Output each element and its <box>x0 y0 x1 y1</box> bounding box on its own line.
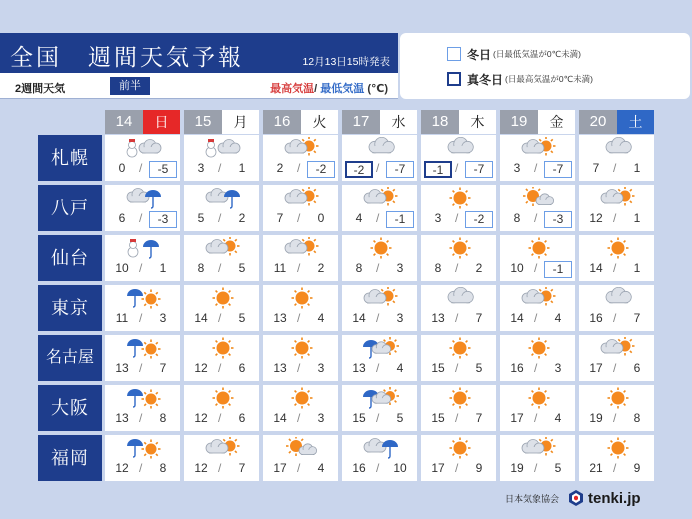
forecast-cell <box>105 435 180 481</box>
cloud-sun-weather-icon <box>520 287 558 309</box>
temp-separator: / <box>218 461 222 475</box>
low-temp: 6 <box>633 361 641 375</box>
forecast-cell <box>500 235 575 281</box>
low-temp: -7 <box>386 161 414 178</box>
low-temp: -7 <box>544 161 572 178</box>
low-temp: 2 <box>475 261 483 275</box>
forecast-cell <box>263 335 338 381</box>
forecast-cell <box>184 135 259 181</box>
temp-separator: / <box>297 211 301 225</box>
high-temp: 8 <box>434 261 442 275</box>
cloud-rain-weather-icon <box>362 437 400 459</box>
temp-separator: / <box>455 261 459 275</box>
temp-separator: / <box>139 261 143 275</box>
temp-separator: / <box>613 261 617 275</box>
rain-cloud-sun-weather-icon <box>362 387 400 409</box>
sun-weather-icon <box>599 387 637 409</box>
temp-separator: / <box>376 261 380 275</box>
forecast-cell <box>421 285 496 331</box>
low-temp: 7 <box>633 311 641 325</box>
forecast-cell <box>342 285 417 331</box>
high-temp: 15 <box>431 411 445 425</box>
high-temp: 6 <box>118 211 126 225</box>
day-date: 16 <box>263 110 301 134</box>
high-temp: 2 <box>276 161 284 175</box>
high-temp: 0 <box>118 161 126 175</box>
low-temp: 1 <box>633 261 641 275</box>
forecast-cell <box>184 435 259 481</box>
temp-separator: / <box>139 461 143 475</box>
cloud-sun-weather-icon <box>204 237 242 259</box>
forecast-cell <box>500 435 575 481</box>
high-temp: -2 <box>345 161 373 178</box>
forecast-cell <box>263 185 338 231</box>
low-temp: 5 <box>554 461 562 475</box>
low-temp: 5 <box>475 361 483 375</box>
low-temp: 5 <box>238 261 246 275</box>
high-temp: 14 <box>273 411 287 425</box>
mafuyubi-swatch <box>447 72 461 86</box>
low-temp: 1 <box>159 261 167 275</box>
cloud-sun-weather-icon <box>362 287 400 309</box>
cloud-sun-weather-icon <box>599 187 637 209</box>
day-weekday: 火 <box>301 110 338 134</box>
forecast-cell <box>105 335 180 381</box>
high-temp: 13 <box>273 311 287 325</box>
temp-separator: / <box>534 311 538 325</box>
forecast-cell <box>579 335 654 381</box>
day-header <box>263 110 338 134</box>
snow-cloud-weather-icon <box>125 137 163 159</box>
day-date: 15 <box>184 110 222 134</box>
low-temp: 7 <box>238 461 246 475</box>
page-title: 全国 週間天気予報 <box>10 44 244 70</box>
high-temp: 12 <box>589 211 603 225</box>
cloud-sun-weather-icon <box>520 437 558 459</box>
rain-sun-weather-icon <box>125 337 163 359</box>
low-temp: 5 <box>238 311 246 325</box>
forecast-cell <box>421 185 496 231</box>
low-temp: 6 <box>238 361 246 375</box>
temp-separator: / <box>297 261 301 275</box>
high-temp: 3 <box>434 211 442 225</box>
temp-separator: / <box>534 411 538 425</box>
temp-separator: / <box>139 211 143 225</box>
high-temp: 7 <box>592 161 600 175</box>
legend-fuyubi <box>447 45 581 63</box>
city-label: 大阪 <box>38 385 102 431</box>
city-label: 福岡 <box>38 435 102 481</box>
forecast-cell <box>105 285 180 331</box>
cold-day-legend <box>400 33 690 99</box>
forecast-cell <box>263 235 338 281</box>
forecast-cell <box>500 385 575 431</box>
low-temp: 10 <box>393 461 407 475</box>
sun-weather-icon <box>441 437 479 459</box>
temp-separator: / <box>613 411 617 425</box>
rain-sun-weather-icon <box>125 287 163 309</box>
forecast-cell <box>184 235 259 281</box>
high-temp: 11 <box>115 311 129 325</box>
high-temp: -1 <box>424 161 452 178</box>
forecast-cell <box>263 135 338 181</box>
temp-separator: / <box>455 311 459 325</box>
temp-separator: / <box>534 361 538 375</box>
low-temp: -1 <box>386 211 414 228</box>
low-temp: 4 <box>396 361 404 375</box>
temp-separator: / <box>534 261 538 275</box>
temp-separator: / <box>455 411 459 425</box>
temp-separator: / <box>218 311 222 325</box>
day-date: 20 <box>579 110 617 134</box>
forecast-cell <box>421 235 496 281</box>
forecast-cell <box>342 385 417 431</box>
forecast-cell <box>184 185 259 231</box>
low-temp: 7 <box>475 311 483 325</box>
legend-low: 最低気温 <box>320 83 365 95</box>
cloud-rain-weather-icon <box>125 187 163 209</box>
temp-separator: / <box>297 461 301 475</box>
sun-weather-icon <box>204 287 242 309</box>
temp-separator: / <box>376 211 380 225</box>
sun-weather-icon <box>441 337 479 359</box>
forecast-cell <box>579 435 654 481</box>
day-weekday: 日 <box>143 110 180 134</box>
day-header <box>421 110 496 134</box>
sun-weather-icon <box>441 187 479 209</box>
sun-cloud-weather-icon <box>283 437 321 459</box>
day-weekday: 月 <box>222 110 259 134</box>
temp-separator: / <box>218 161 222 175</box>
temp-separator: / <box>218 361 222 375</box>
sun-weather-icon <box>599 437 637 459</box>
snow-cloud-weather-icon <box>204 137 242 159</box>
temp-separator: / <box>218 211 222 225</box>
sun-weather-icon <box>204 337 242 359</box>
forecast-cell <box>342 335 417 381</box>
cloud-sun-weather-icon <box>283 237 321 259</box>
cloud-sun-weather-icon <box>599 337 637 359</box>
sun-weather-icon <box>283 337 321 359</box>
forecast-cell <box>421 435 496 481</box>
header-bar <box>0 33 398 73</box>
sun-weather-icon <box>520 387 558 409</box>
temp-separator: / <box>218 261 222 275</box>
temp-separator: / <box>297 311 301 325</box>
low-temp: 4 <box>554 411 562 425</box>
temp-separator: / <box>218 411 222 425</box>
cloud-weather-icon <box>441 287 479 309</box>
low-temp: 2 <box>238 211 246 225</box>
mafuyubi-note: (日最高気温が0℃未満) <box>505 74 593 84</box>
temp-separator: / <box>613 311 617 325</box>
forecast-cell <box>579 135 654 181</box>
low-temp: 7 <box>159 361 167 375</box>
high-temp: 13 <box>115 411 129 425</box>
high-temp: 14 <box>352 311 366 325</box>
low-temp: -2 <box>465 211 493 228</box>
low-temp: 3 <box>396 261 404 275</box>
low-temp: 6 <box>238 411 246 425</box>
rain-sun-weather-icon <box>125 387 163 409</box>
low-temp: 5 <box>396 411 404 425</box>
high-temp: 13 <box>115 361 129 375</box>
day-date: 19 <box>500 110 538 134</box>
low-temp: 1 <box>633 161 641 175</box>
forecast-cell <box>105 185 180 231</box>
sun-weather-icon <box>520 237 558 259</box>
high-temp: 16 <box>589 311 603 325</box>
high-temp: 14 <box>510 311 524 325</box>
low-temp: 0 <box>317 211 325 225</box>
cloud-sun-weather-icon <box>520 137 558 159</box>
forecast-cell <box>184 335 259 381</box>
rain-cloud-sun-weather-icon <box>362 337 400 359</box>
day-header <box>105 110 180 134</box>
forecast-cell <box>579 185 654 231</box>
low-temp: 3 <box>317 411 325 425</box>
forecast-cell <box>263 285 338 331</box>
forecast-cell <box>184 385 259 431</box>
subtitle: 2週間天気 <box>15 83 66 95</box>
high-temp: 5 <box>197 211 205 225</box>
fuyubi-label: 冬日 <box>467 47 492 62</box>
temp-separator: / <box>139 311 143 325</box>
low-temp: 9 <box>475 461 483 475</box>
forecast-cell <box>500 335 575 381</box>
temp-separator: / <box>139 361 143 375</box>
day-header <box>579 110 654 134</box>
high-temp: 17 <box>273 461 287 475</box>
high-temp: 19 <box>510 461 524 475</box>
high-temp: 15 <box>431 361 445 375</box>
temp-separator: / <box>534 211 538 225</box>
sun-weather-icon <box>599 237 637 259</box>
temp-separator: / <box>139 411 143 425</box>
legend-unit: (℃) <box>367 83 388 95</box>
temp-separator: / <box>613 461 617 475</box>
mafuyubi-label: 真冬日 <box>467 72 504 87</box>
forecast-cell <box>421 385 496 431</box>
footer <box>505 487 641 509</box>
high-temp: 21 <box>589 461 603 475</box>
cloud-sun-weather-icon <box>362 187 400 209</box>
day-header <box>500 110 575 134</box>
low-temp: 1 <box>633 211 641 225</box>
forecast-cell <box>342 135 417 181</box>
day-header <box>342 110 417 134</box>
day-date: 17 <box>342 110 380 134</box>
sun-weather-icon <box>283 287 321 309</box>
cloud-weather-icon <box>599 287 637 309</box>
low-temp: 7 <box>475 411 483 425</box>
temp-separator: / <box>297 161 301 175</box>
temp-separator: / <box>455 211 459 225</box>
high-temp: 10 <box>510 261 524 275</box>
temp-separator: / <box>376 161 380 175</box>
low-temp: 1 <box>238 161 246 175</box>
sun-weather-icon <box>520 337 558 359</box>
temp-separator: / <box>376 461 380 475</box>
low-temp: 8 <box>633 411 641 425</box>
temp-separator: / <box>455 361 459 375</box>
temp-separator: / <box>376 361 380 375</box>
low-temp: 9 <box>633 461 641 475</box>
temp-separator: / <box>613 211 617 225</box>
forecast-cell <box>579 235 654 281</box>
cloud-rain-weather-icon <box>204 187 242 209</box>
rain-sun-weather-icon <box>125 437 163 459</box>
day-weekday: 土 <box>617 110 654 134</box>
high-temp: 4 <box>355 211 363 225</box>
temp-separator: / <box>376 311 380 325</box>
temp-separator: / <box>455 461 459 475</box>
temp-separator: / <box>139 161 143 175</box>
cloud-sun-weather-icon <box>283 137 321 159</box>
high-temp: 13 <box>352 361 366 375</box>
temp-separator: / <box>297 411 301 425</box>
cloud-sun-weather-icon <box>204 437 242 459</box>
high-temp: 3 <box>197 161 205 175</box>
temp-separator: / <box>297 361 301 375</box>
day-weekday: 木 <box>459 110 496 134</box>
forecast-cell <box>184 285 259 331</box>
low-temp: -3 <box>149 211 177 228</box>
low-temp: 3 <box>396 311 404 325</box>
high-temp: 8 <box>197 261 205 275</box>
cloud-weather-icon <box>362 137 400 159</box>
high-temp: 11 <box>273 261 287 275</box>
high-temp: 17 <box>589 361 603 375</box>
temp-separator: / <box>376 411 380 425</box>
fuyubi-note: (日最低気温が0℃未満) <box>493 49 581 59</box>
temp-separator: / <box>613 161 617 175</box>
high-temp: 16 <box>510 361 524 375</box>
forecast-cell <box>342 435 417 481</box>
high-temp: 15 <box>352 411 366 425</box>
high-temp: 14 <box>589 261 603 275</box>
low-temp: -1 <box>544 261 572 278</box>
high-temp: 10 <box>115 261 129 275</box>
forecast-cell <box>500 135 575 181</box>
forecast-cell <box>421 135 496 181</box>
day-weekday: 金 <box>538 110 575 134</box>
forecast-cell <box>342 235 417 281</box>
city-label: 札幌 <box>38 135 102 181</box>
snow-rain-weather-icon <box>125 237 163 259</box>
low-temp: 8 <box>159 411 167 425</box>
forecast-cell <box>263 435 338 481</box>
city-label: 八戸 <box>38 185 102 231</box>
low-temp: 4 <box>554 311 562 325</box>
city-label: 仙台 <box>38 235 102 281</box>
cloud-sun-weather-icon <box>283 187 321 209</box>
day-date: 14 <box>105 110 143 134</box>
high-temp: 19 <box>589 411 603 425</box>
day-weekday: 水 <box>380 110 417 134</box>
subheader-bar <box>0 73 398 99</box>
forecast-cell <box>105 235 180 281</box>
temp-separator: / <box>455 161 459 175</box>
low-temp: 4 <box>317 311 325 325</box>
forecast-cell <box>579 285 654 331</box>
high-temp: 7 <box>276 211 284 225</box>
temp-separator: / <box>534 461 538 475</box>
high-temp: 3 <box>513 161 521 175</box>
forecast-cell <box>342 185 417 231</box>
temperature-legend <box>270 80 388 96</box>
half-badge: 前半 <box>110 77 150 95</box>
city-label: 東京 <box>38 285 102 331</box>
forecast-cell <box>263 385 338 431</box>
high-temp: 12 <box>194 411 208 425</box>
fuyubi-swatch <box>447 47 461 61</box>
sun-weather-icon <box>441 237 479 259</box>
day-date: 18 <box>421 110 459 134</box>
high-temp: 13 <box>431 311 445 325</box>
low-temp: 8 <box>159 461 167 475</box>
high-temp: 8 <box>513 211 521 225</box>
forecast-cell <box>105 135 180 181</box>
high-temp: 14 <box>194 311 208 325</box>
legend-sep: / <box>314 83 318 95</box>
forecast-cell <box>105 385 180 431</box>
high-temp: 12 <box>194 361 208 375</box>
cloud-weather-icon <box>441 137 479 159</box>
high-temp: 12 <box>194 461 208 475</box>
low-temp: 4 <box>317 461 325 475</box>
forecast-cell <box>421 335 496 381</box>
sun-weather-icon <box>204 387 242 409</box>
forecast-cell <box>579 385 654 431</box>
city-label: 名古屋 <box>38 335 102 381</box>
brand-name: tenki.jp <box>588 489 641 507</box>
high-temp: 12 <box>115 461 129 475</box>
association-name: 日本気象協会 <box>505 493 560 504</box>
forecast-cell <box>500 285 575 331</box>
low-temp: -3 <box>544 211 572 228</box>
forecast-cell <box>500 185 575 231</box>
day-header <box>184 110 259 134</box>
sun-weather-icon <box>362 237 400 259</box>
low-temp: 3 <box>554 361 562 375</box>
high-temp: 8 <box>355 261 363 275</box>
temp-separator: / <box>613 361 617 375</box>
temp-separator: / <box>534 161 538 175</box>
sun-cloud-weather-icon <box>520 187 558 209</box>
tenki-logo-icon <box>567 489 585 507</box>
low-temp: 2 <box>317 261 325 275</box>
sun-weather-icon <box>441 387 479 409</box>
low-temp: -5 <box>149 161 177 178</box>
legend-high: 最高気温 <box>270 83 315 95</box>
high-temp: 17 <box>431 461 445 475</box>
high-temp: 13 <box>273 361 287 375</box>
high-temp: 17 <box>510 411 524 425</box>
issued-time: 12月13日15時発表 <box>302 56 390 68</box>
cloud-weather-icon <box>599 137 637 159</box>
legend-mafuyubi <box>447 70 593 88</box>
high-temp: 16 <box>352 461 366 475</box>
low-temp: 3 <box>159 311 167 325</box>
low-temp: -2 <box>307 161 335 178</box>
sun-weather-icon <box>283 387 321 409</box>
low-temp: 3 <box>317 361 325 375</box>
low-temp: -7 <box>465 161 493 178</box>
